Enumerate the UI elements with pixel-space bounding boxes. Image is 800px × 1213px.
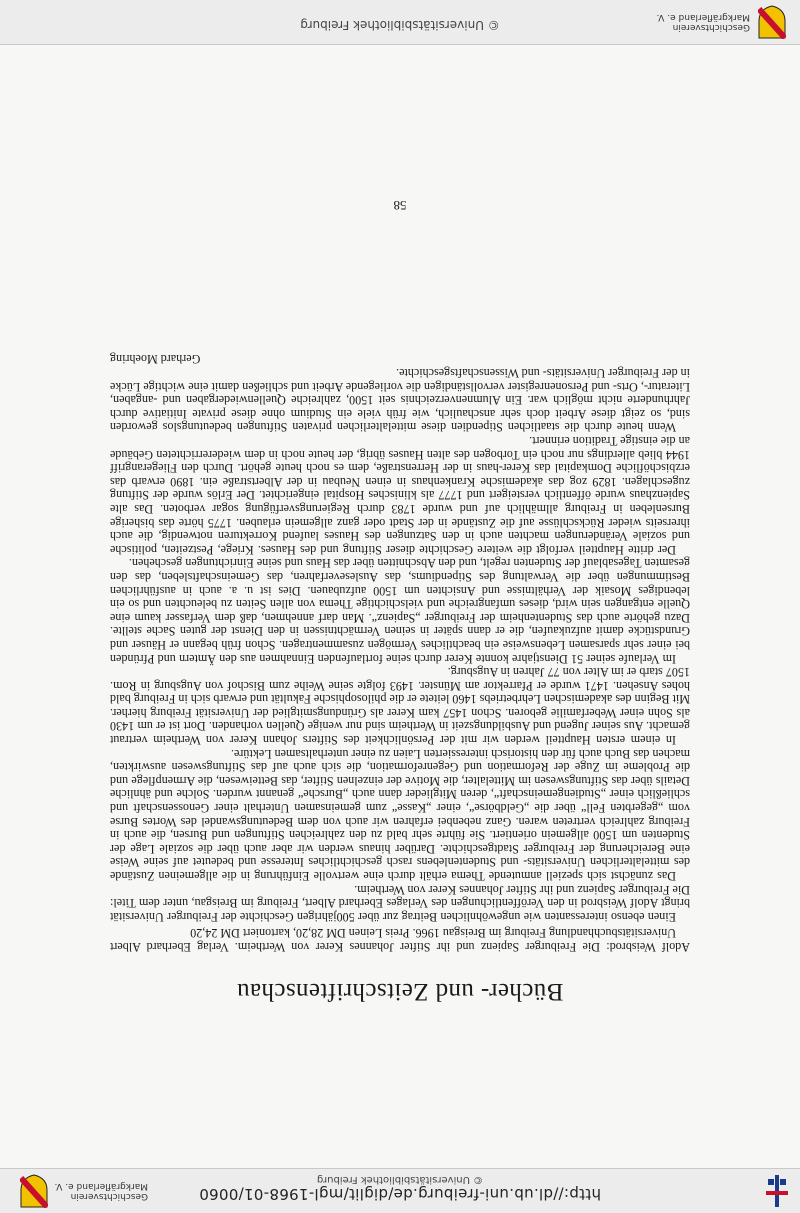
paragraph: Im Verlaufe seiner 51 Dienstjahre konnte Kerer durch seine fortlaufenden Einnahmen aus den Ämtern und Pfründen bei einer sehr sparsamen Lebensweise ein beachtliches Vermögen zusammentragen. Schon früh begann er Häuser und Grundstücke damit aufzukaufen, die er dann später in seinen Vermächtnissen in den Dienst der guten Sache stellte. Dazu gehörte auch das Studentenheim der Freiburger „Sapienz“. Man darf annehmen, daß dem Verfasser kaum eine Quelle entgangen sein wird, dieses umfangreiche und vielschichtige Thema von allen Seiten zu beleuchten und so ein lebendiges Mosaik der Verhältnisse und Ansichten um 1500 aufzubauen. Dies ist u. a. auch in ausführlichen Bestimmungen über die Verwaltung des Stipendiums, das Ausleseverfahren, das Gemeinschaftsleben, das den gesamten Tagesablauf der Studenten regelt, und den Abschnitten über das Haus und seine Einrichtungen geschehen. [110,556,690,666]
paragraph: Wenn heute durch die staatlichen Stipendien diese mittelalterlichen privaten Stiftungen bedeutungslos geworden sind, so zeigt diese Arbeit doch sehr anschaulich, wie früh viele ein Studium ohne diese private Initiative durch Jahrhunderte nicht möglich war. Ein Alumnenverzeichnis seit 1500, zahlreiche Quellenwiedergaben und -angaben, Literatur-, Orts- und Personenregister vervollständigen die vorliegende Arbeit und schließen damit eine wichtige Lücke in der Freiburger Universitäts- und Wissenschaftsgeschichte. [110,366,690,435]
society-label: Geschichtsverein Markgräflerland e. V. [656,12,750,32]
society-label: Geschichtsverein Markgräflerland e. V. [54,1181,148,1201]
review-text-block [110,352,690,1005]
library-banner-top [0,1168,800,1213]
document-url[interactable]: http://dl.ub.uni-freiburg.de/diglit/mgl-1968-01/0060 [198,1185,602,1203]
copyright-notice: © Universitätsbibliothek Freiburg [316,1174,484,1185]
review-body [110,365,690,922]
paragraph: Das zunächst sich speziell anmutende Thema erhält durch eine wertvolle Einführung in die allgemeinen Zustände des mittelalterlichen Universitäts- und Studentenlebens rasch geschichtliches Interesse und bedeutet auf seine Weise eine Bereicherung der Freiburger Stadtgeschichte. Darüber hinaus werden wir aber auch über die soziale Lage der Studenten um 1500 allgemein orientiert. Sie führte sehr bald zu den zahlreichen Stiftungen und Bursen, die auch in Freiburg zahlreich vertreten waren. Ganz nebenbei erfahren wir auch von dem Bedeutungswandel des Wortes Burse vom „gegerbten Fell“ über die „Geldbörse“, einer „Kasse“ zum gemeinsamen Unterhalt einer Genossenschaft und schließlich einer „Studiengemeinschaft“, deren Mitglieder dann auch „Bursche“ genannt wurden. Solche und ähnliche Details über das Stiftungswesen im Mittelalter, die Motive der einzelnen Stifter, das Betteiwesen, die Armenpflege und die Probleme im Zuge der Reformation und Gegenreformation, die sich auch auf das Stiftungswesen auswirkten, machen das Buch auch für den historisch interessierten Laien zu einer unterhaltsamen Lektüre. [110,746,690,884]
copyright-notice: © Universitätsbibliothek Freiburg [300,18,500,32]
library-banner-bottom [0,0,800,45]
paragraph: In einem ersten Hauptteil werden wir mit der Persönlichkeit des Stifters Johann Kerer von Wertheim vertraut gemacht. Aus seiner Jugend und Ausbildungszeit in Wertheim sind nur wenige Quellen vorhanden. Dort ist er um 1430 als Sohn einer Weberfamilie geboren. Schon 1457 kam Kerer als Gründungsmitglied der Universität Freiburg hierher. Mit Beginn des akademischen Lehrbetriebs 1460 leitete er die philosophische Fakultät und erwarb sich in Freiburg bald hohes Ansehen. 1471 wurde er Pfarrektor am Münster. 1493 folgte seine Weihe zum Bischof von Augsburg in Rom. 1507 starb er im Alter von 77 Jahren in Augsburg. [110,665,690,748]
coat-of-arms-icon [20,1174,48,1208]
bibliographic-entry: Adolf Weisbrod: Die Freiburger Sapienz und ihr Stifter Johannes Kerer von Wertheim. Verlag Eberhard Albert Universitätsbuchhandlung Freiburg im Breisgau 1966. Preis Leinen DM 28,20, kartoniert DM 24,20 [110,926,690,954]
page-number: 58 [393,198,407,213]
review-author: Gerhard Moehring [110,352,201,367]
page-title: Bücher- und Zeitschriftenschau [236,978,564,1005]
paragraph: Einen ebenso interessanten wie ungewöhnlichen Beitrag zur über 500jährigen Geschichte der Freiburger Universität bringt Adolf Weisbrod in den Veröffentlichungen des Verlages Eberhard Albert, Freiburg im Breisgau, unter dem Titel: Die Freiburger Sapienz und ihr Stifter Johannes Kerer von Wertheim. [110,882,690,924]
paragraph: Der dritte Hauptteil verfolgt die weitere Geschichte dieser Stiftung und des Hauses. Kriege, Pestzeiten, politische und soziale Veränderungen machten auch in den Satzungen des Hauses laufend Korrekturen notwendig, die auch ihrerseits wieder Rückschlüsse auf die Zustände in der Stadt oder ganz allgemein erlauben. 1775 hörte das bisherige Bursenleben in Freiburg allmählich auf und wurde 1783 durch Regierungsverfügung sogar verboten. Das alte Sapienzhaus wurde öffentlich versteigert und 1777 als klinisches Hospital eingerichtet. Der Erlös wurde der Stiftung zugeschlagen. 1829 zog das akademische Krankenhaus in einen Neubau in der Albertstraße ein. 1890 erwarb das erzbischöfliche Domkapital das Kerer-haus in der Herrenstraße, dem es noch heute gehört. Durch den Fliegerangriff 1944 blieb allerdings nur noch ein Torbogen des alten Hauses übrig, der heute noch in dem wiedererrichteten Gebäude an die einstige Tradition erinnert. [110,434,690,557]
